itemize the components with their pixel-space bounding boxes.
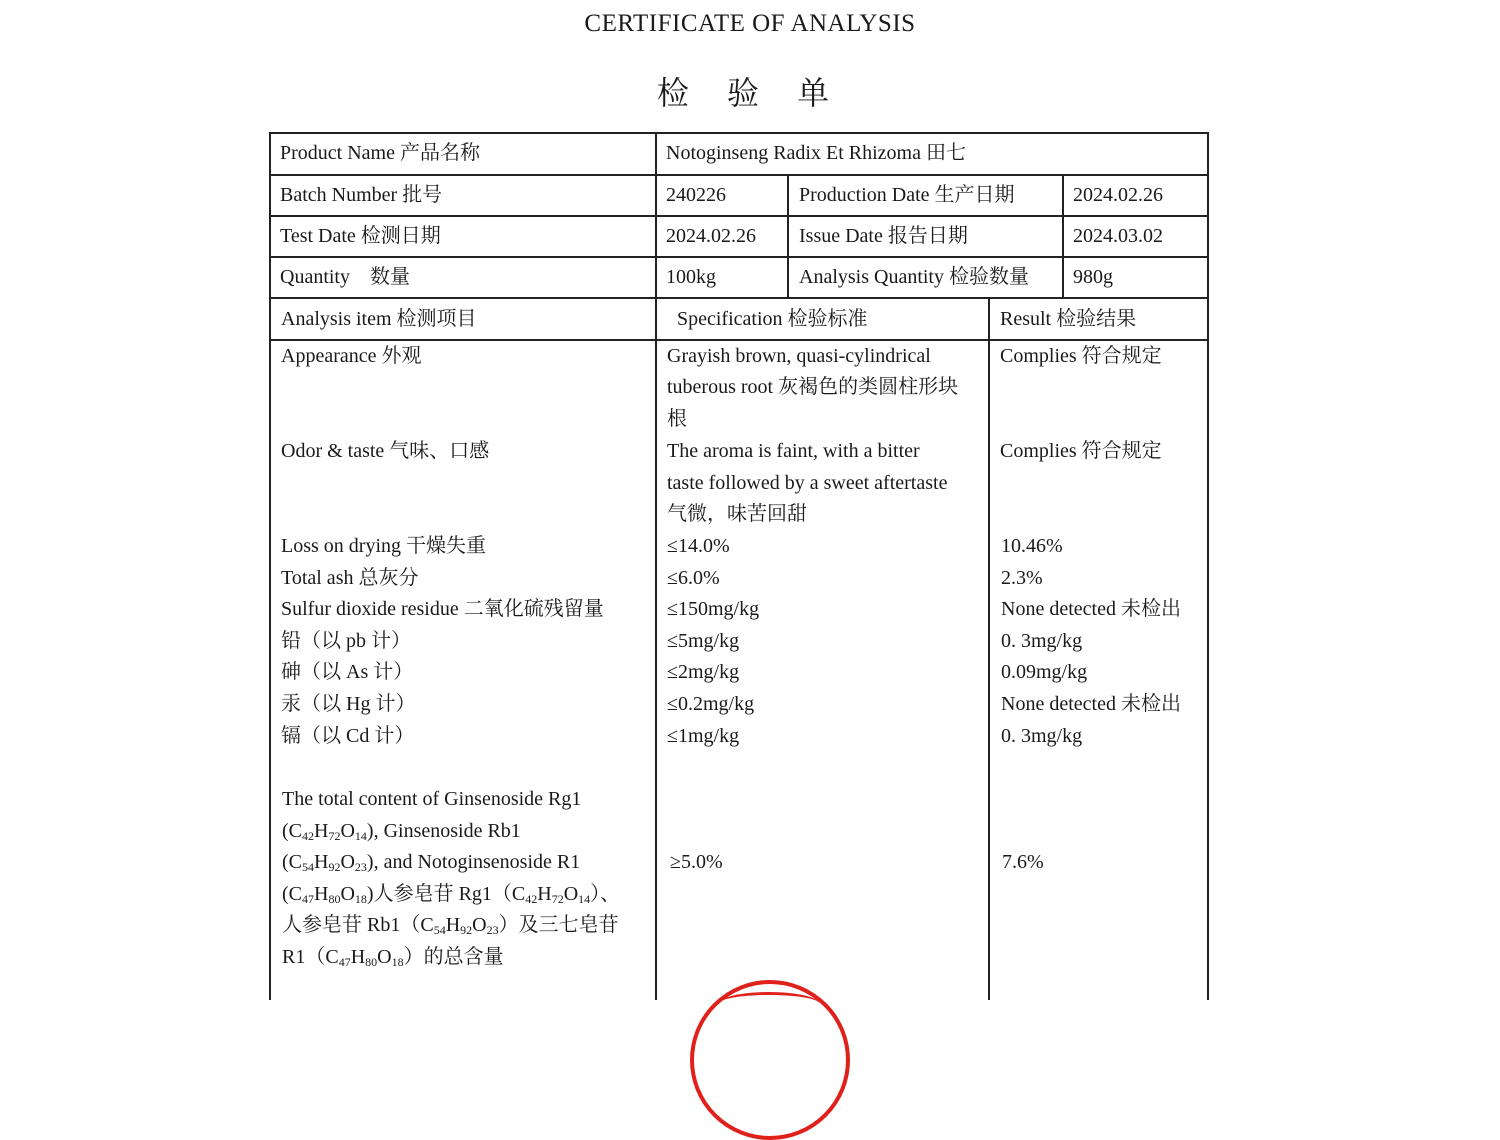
table-line [269,215,1208,217]
appearance-result: Complies 符合规定 [1000,345,1162,367]
batch-number-label: Batch Number 批号 [280,184,443,206]
company-seal-ring [719,992,819,1015]
table-line [269,297,1208,299]
appearance-item: Appearance 外观 [281,345,422,367]
ginsenoside-item-line: 人参皂苷 $Rb1(C_{54}H_{92}O_{23})$及三七皂苷 [282,914,619,937]
table-line [269,256,1208,258]
sulfur-dioxide-result: None detected 未检出 [1001,598,1181,620]
table-line [269,132,271,1000]
appearance-spec-line: Grayish brown, quasi-cylindrical [667,345,931,367]
odor-spec-line: taste followed by a sweet aftertaste [667,472,948,494]
test-date-value: 2024.02.26 [666,225,756,247]
odor-item: Odor & taste 气味、口感 [281,440,490,462]
ginsenoside-result: 7.6% [1002,851,1044,873]
test-date-label: Test Date 检测日期 [280,225,441,247]
header-specification: Specification 检验标准 [677,308,868,330]
production-date-value: 2024.02.26 [1073,184,1163,206]
table-line [787,174,789,297]
sulfur-dioxide-spec: ≤150mg/kg [667,598,760,620]
batch-number-value: 240226 [666,184,726,206]
loss-on-drying-result: 10.46% [1001,535,1063,557]
mercury-result: None detected 未检出 [1001,693,1181,715]
table-line [988,297,990,1000]
quantity-label: Quantity 数量 [280,266,410,288]
odor-spec-line: The aroma is faint, with a bitter [667,440,920,462]
production-date-label: Production Date 生产日期 [799,184,1015,206]
ginsenoside-item-line: $(C_{47}H_{80}O_{18})$人参皂苷 $Rg1(C_{42}H_{72}O_{14})$、 [282,883,621,906]
arsenic-item: 砷（以 As 计） [281,661,414,683]
certificate-title-zh: 检 验 单 [656,74,844,112]
lead-item: 铅（以 pb 计） [281,630,411,652]
total-ash-spec: ≤6.0% [667,567,720,589]
cadmium-result: 0. 3mg/kg [1001,725,1083,747]
company-seal [690,980,850,1140]
loss-on-drying-spec: ≤14.0% [667,535,730,557]
product-name-label: Product Name 产品名称 [280,142,480,164]
cadmium-item: 镉（以 Cd 计） [281,725,415,747]
table-line [269,132,1208,134]
header-result: Result 检验结果 [1000,308,1137,330]
arsenic-spec: ≤2mg/kg [667,661,740,683]
analysis-quantity-label: Analysis Quantity 检验数量 [799,266,1029,288]
lead-result: 0. 3mg/kg [1001,630,1083,652]
issue-date-value: 2024.03.02 [1073,225,1163,247]
total-ash-item: Total ash 总灰分 [281,567,419,589]
analysis-quantity-value: 980g [1073,266,1113,288]
quantity-value: 100kg [666,266,716,288]
total-ash-result: 2.3% [1001,567,1043,589]
issue-date-label: Issue Date 报告日期 [799,225,968,247]
lead-spec: ≤5mg/kg [667,630,740,652]
ginsenoside-item-line: $(C_{42}H_{72}O_{14})$, Ginsenoside Rb1 [282,820,521,843]
table-line [1062,174,1064,297]
odor-spec-line: 气微，味苦回甜 [667,503,807,525]
odor-result: Complies 符合规定 [1000,440,1162,462]
mercury-spec: ≤0.2mg/kg [667,693,755,715]
sulfur-dioxide-item: Sulfur dioxide residue 二氧化硫残留量 [281,598,604,620]
table-line [1207,132,1209,1000]
cadmium-spec: ≤1mg/kg [667,725,740,747]
arsenic-result: 0.09mg/kg [1001,661,1088,683]
certificate-title: CERTIFICATE OF ANALYSIS [584,10,916,37]
ginsenoside-item-line: $R1(C_{47}H_{80}O_{18})$的总含量 [282,946,504,969]
mercury-item: 汞（以 Hg 计） [281,693,416,715]
product-name-value: Notoginseng Radix Et Rhizoma 田七 [666,142,966,164]
ginsenoside-item-line: The total content of Ginsenoside Rg1 [282,788,582,810]
table-line [655,132,657,1000]
appearance-spec-line: tuberous root 灰褐色的类圆柱形块 [667,376,959,398]
ginsenoside-item-line: $(C_{54}H_{92}O_{23})$, and Notoginsenoside R1 [282,851,581,874]
appearance-spec-line: 根 [667,408,687,430]
ginsenoside-spec: ≥5.0% [670,851,723,873]
header-analysis-item: Analysis item 检测项目 [281,308,477,330]
table-line [269,174,1208,176]
loss-on-drying-item: Loss on drying 干燥失重 [281,535,486,557]
